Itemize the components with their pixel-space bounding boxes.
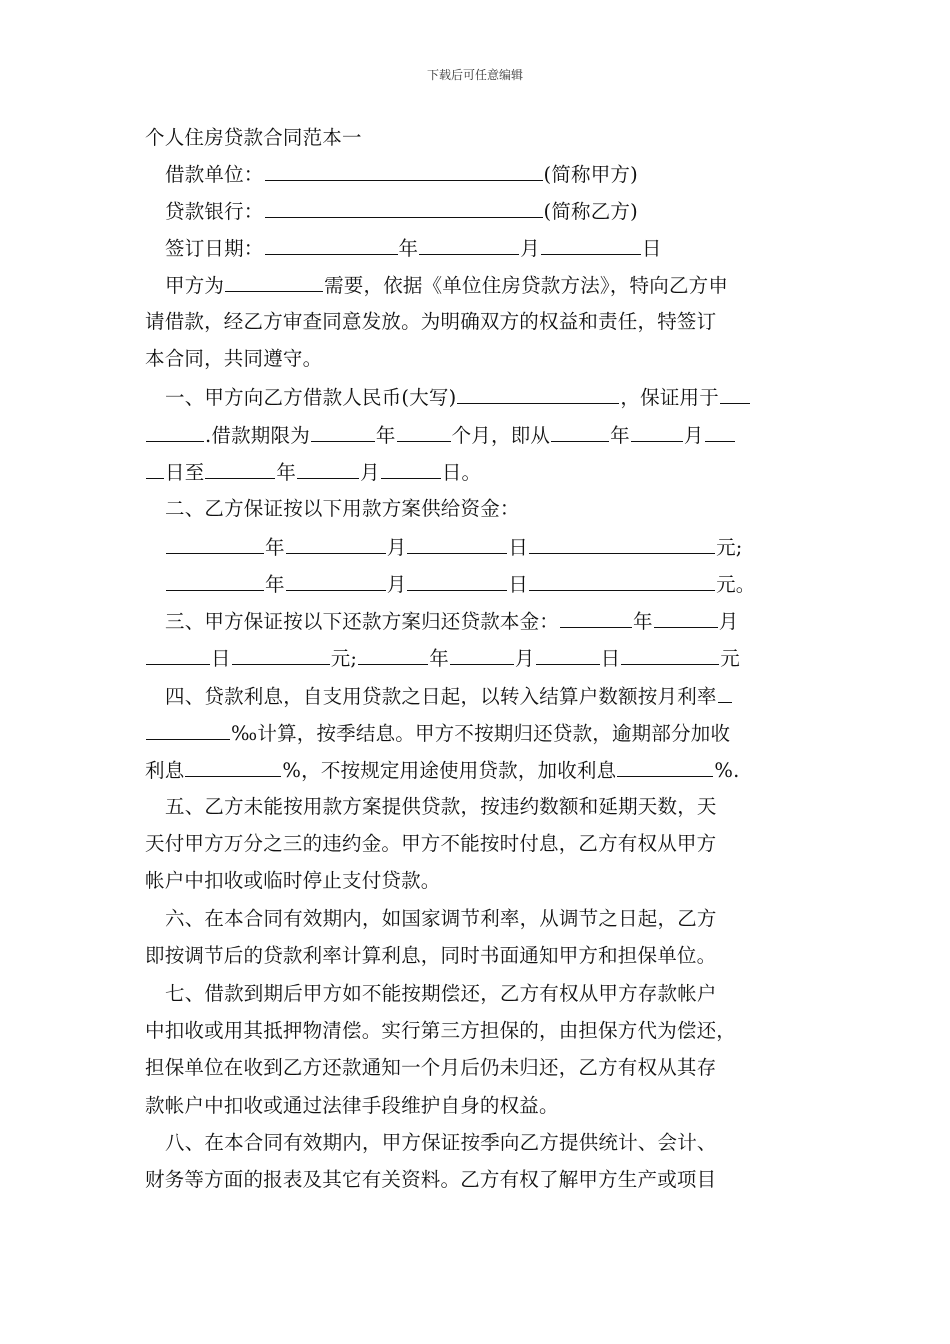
from-day-blank[interactable]: [705, 421, 735, 442]
misuse-rate-blank[interactable]: [617, 756, 713, 777]
clause-text: 月: [360, 461, 380, 484]
bank-blank[interactable]: [265, 197, 543, 218]
month-text: 月: [520, 237, 540, 260]
clause-text: 年: [610, 424, 630, 447]
day-text: 日: [641, 237, 662, 260]
clause-text: 年: [265, 536, 285, 559]
clause4-line-2: [145, 719, 730, 747]
bank-label: 贷款银行：: [165, 200, 264, 223]
clause-text: 元: [720, 647, 740, 670]
to-year-blank[interactable]: [205, 458, 275, 479]
term-year-blank[interactable]: [311, 421, 375, 442]
supply-month-blank[interactable]: [286, 533, 386, 554]
clause-text: 年: [276, 461, 297, 484]
clause-text: 月: [386, 536, 407, 559]
clause-text: %.: [714, 759, 740, 782]
borrower-label: 借款单位：: [165, 163, 264, 186]
from-day-blank-cont[interactable]: [146, 458, 164, 479]
year-text: 年: [398, 237, 419, 260]
clause8-line-2: 财务等方面的报表及其它有关资料。乙方有权了解甲方生产或项目: [145, 1168, 717, 1191]
clause-text: 元;: [330, 647, 358, 670]
intro-text: 需要，依据《单位住房贷款方法》，特向乙方申: [324, 274, 729, 297]
usage-blank-cont[interactable]: [146, 421, 204, 442]
clause8-line-1: 八、在本合同有效期内，甲方保证按季向乙方提供统计、会计、: [165, 1131, 717, 1154]
supply-day-blank[interactable]: [407, 570, 507, 591]
clause-text: 月: [718, 610, 739, 633]
repay-amount-blank[interactable]: [621, 644, 719, 665]
clause-text: 元;: [716, 536, 743, 559]
repay-month-blank[interactable]: [450, 644, 514, 665]
document-title: 个人住房贷款合同范本一: [145, 126, 362, 149]
repay-day-blank[interactable]: [536, 644, 600, 665]
intro-text: 甲方为: [165, 274, 225, 297]
clause-text: 三、甲方保证按以下还款方案归还贷款本金：: [165, 610, 560, 633]
supply-month-blank[interactable]: [286, 570, 386, 591]
clause-text: 四、贷款利息，自支用贷款之日起，以转入结算户数额按月利率: [165, 685, 717, 708]
clause3-line-2: [145, 644, 740, 672]
to-month-blank[interactable]: [297, 458, 359, 479]
clause2-title: 二、乙方保证按以下用款方案供给资金：: [165, 497, 520, 520]
clause-text: ，保证用于: [620, 386, 719, 409]
clause-text: 日至: [165, 461, 205, 484]
supply-amount-blank[interactable]: [529, 533, 715, 554]
sign-day-blank[interactable]: [541, 234, 641, 255]
term-month-blank[interactable]: [397, 421, 451, 442]
clause-text: 日: [508, 536, 529, 559]
clause2-row-1: [165, 533, 743, 561]
clause-text: 月: [683, 424, 704, 447]
intro-line-1: [165, 271, 728, 299]
intro-line-2: 请借款，经乙方审查同意发放。为明确双方的权益和责任，特签订: [145, 310, 717, 333]
clause-text: 年: [265, 573, 285, 596]
clause1-line-1: [165, 383, 751, 411]
from-month-blank[interactable]: [631, 421, 683, 442]
clause-text: 年: [633, 610, 653, 633]
clause-text: 利息: [145, 759, 185, 782]
clause-text: 个月，即从: [451, 424, 551, 447]
clause6-line-2: 即按调节后的贷款利率计算利息，同时书面通知甲方和担保单位。: [145, 944, 717, 967]
clause2-row-2: [165, 570, 756, 598]
clause-text: 一、甲方向乙方借款人民币(大写): [165, 386, 457, 409]
clause-text: 日。: [441, 461, 482, 484]
usage-blank[interactable]: [720, 383, 750, 404]
clause-text: 月: [514, 647, 535, 670]
rate-blank-cont[interactable]: [146, 719, 230, 740]
repay-day-blank[interactable]: [146, 644, 210, 665]
clause7-line-1: 七、借款到期后甲方如不能按期偿还，乙方有权从甲方存款帐户: [165, 982, 717, 1005]
borrower-suffix: (简称甲方): [543, 163, 638, 186]
supply-year-blank[interactable]: [166, 570, 264, 591]
clause-text: 月: [386, 573, 407, 596]
borrower-field-row: [165, 160, 638, 188]
page-header: 下载后可任意编辑: [426, 68, 523, 82]
sign-year-blank[interactable]: [265, 234, 398, 255]
clause7-line-3: 担保单位在收到乙方还款通知一个月后仍未归还，乙方有权从其存: [145, 1056, 717, 1079]
clause-text: %，不按规定用途使用贷款，加收利息: [282, 759, 617, 782]
clause-text: 日: [508, 573, 529, 596]
clause5-line-1: 五、乙方未能按用款方案提供贷款，按违约数额和延期天数，天: [165, 795, 717, 818]
clause-text: 年: [429, 647, 449, 670]
clause-text: 年: [375, 424, 396, 447]
clause3-line-1: [165, 607, 738, 635]
clause4-line-1: [165, 682, 733, 710]
sign-date-row: [165, 234, 662, 262]
clause-text: ‰计算，按季结息。甲方不按期归还贷款，逾期部分加收: [231, 722, 731, 745]
clause7-line-4: 款帐户中扣收或通过法律手段维护自身的权益。: [145, 1094, 559, 1117]
clause6-line-1: 六、在本合同有效期内，如国家调节利率，从调节之日起，乙方: [165, 907, 717, 930]
bank-suffix: (简称乙方): [543, 200, 638, 223]
intro-line-3: 本合同，共同遵守。: [145, 347, 323, 370]
repay-year-blank[interactable]: [358, 644, 428, 665]
supply-day-blank[interactable]: [407, 533, 507, 554]
repay-month-blank[interactable]: [654, 607, 718, 628]
clause7-line-2: 中扣收或用其抵押物清偿。实行第三方担保的，由担保方代为偿还，: [145, 1019, 737, 1042]
clause-text: 日: [600, 647, 621, 670]
clause-text: 元。: [716, 573, 756, 596]
supply-year-blank[interactable]: [166, 533, 264, 554]
clause5-line-3: 帐户中扣收或临时停止支付贷款。: [145, 869, 441, 892]
repay-year-blank[interactable]: [560, 607, 632, 628]
to-day-blank[interactable]: [381, 458, 441, 479]
amount-blank[interactable]: [457, 383, 619, 404]
borrower-blank[interactable]: [265, 160, 543, 181]
clause-text: 日: [211, 647, 231, 670]
repay-amount-blank[interactable]: [232, 644, 330, 665]
clause4-line-3: [145, 756, 739, 784]
supply-amount-blank[interactable]: [529, 570, 715, 591]
overdue-rate-blank[interactable]: [185, 756, 281, 777]
rate-blank[interactable]: [718, 682, 732, 703]
clause5-line-2: 天付甲方万分之三的违约金。甲方不能按时付息，乙方有权从甲方: [145, 832, 717, 855]
clause1-line-3: [145, 458, 481, 486]
sign-month-blank[interactable]: [419, 234, 519, 255]
bank-field-row: [165, 197, 638, 225]
date-label: 签订日期：: [165, 237, 264, 260]
from-year-blank[interactable]: [551, 421, 609, 442]
clause1-line-2: [145, 421, 736, 449]
clause-text: .借款期限为: [205, 424, 310, 447]
purpose-blank[interactable]: [225, 271, 323, 292]
